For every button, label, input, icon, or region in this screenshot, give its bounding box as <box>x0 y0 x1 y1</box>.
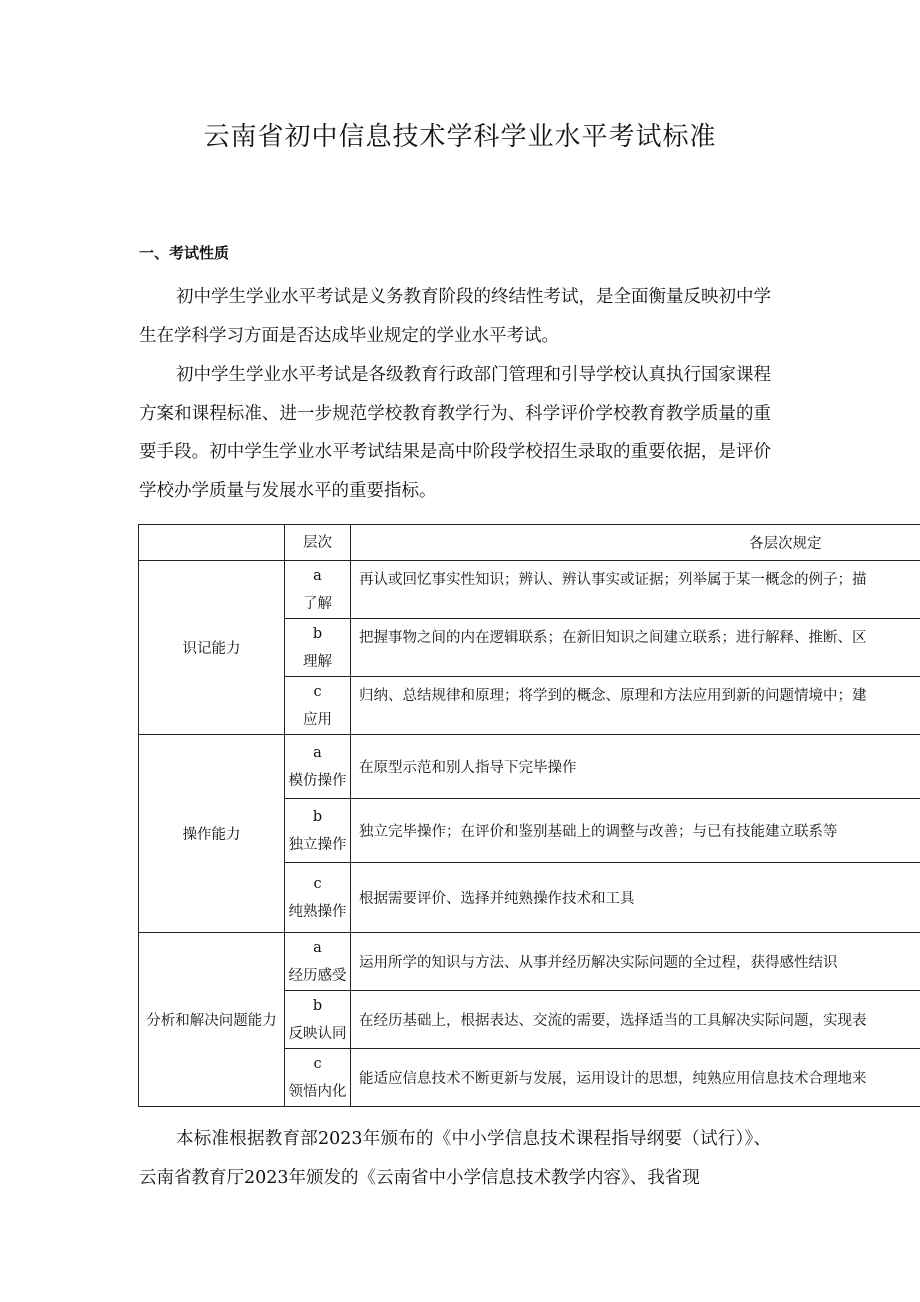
level-letter: c <box>313 1055 322 1072</box>
level-letter: b <box>312 997 323 1014</box>
category-cell: 识记能力 <box>139 561 285 735</box>
level-cell <box>285 863 351 933</box>
level-letter: c <box>313 875 322 892</box>
description-cell: 独立完毕操作；在评价和鉴别基础上的调整与改善；与已有技能建立联系等 <box>351 799 920 863</box>
level-name: 纯熟操作 <box>288 903 347 920</box>
table-row <box>139 933 920 991</box>
level-name: 反映认同 <box>288 1025 347 1042</box>
description-cell: 在原型示范和别人指导下完毕操作 <box>351 735 920 799</box>
level-cell <box>285 1049 351 1107</box>
table-header-row <box>139 525 920 561</box>
level-letter: b <box>312 625 323 642</box>
level-cell <box>285 677 351 735</box>
description-cell: 运用所学的知识与方法、从事并经历解决实际问题的全过程，获得感性结识 <box>351 933 920 991</box>
level-name: 应用 <box>303 711 332 728</box>
document-title: 云南省初中信息技术学科学业水平考试标准 <box>203 122 717 152</box>
level-name: 了解 <box>303 595 332 612</box>
category-cell: 分析和解决问题能力 <box>139 933 285 1107</box>
paragraph: 初中学生学业水平考试是各级教育行政部门管理和引导学校认真执行国家课程方案和课程标准、进一步规范学校教育教学行为、科学评价学校教育教学质量的重要手段。初中学生学业水平考试结果是高中阶段学校招生录取的重要依据，是评价学校办学质量与发展水平的重要指标。 <box>139 365 771 501</box>
level-name: 经历感受 <box>288 967 347 984</box>
description-cell: 把握事物之间的内在逻辑联系；在新旧知识之间建立联系；进行解释、推断、区 <box>351 619 920 677</box>
level-cell <box>285 619 351 677</box>
description-cell: 再认或回忆事实性知识；辨认、辨认事实或证据；列举属于某一概念的例子；描 <box>351 561 920 619</box>
level-cell <box>285 561 351 619</box>
level-name: 独立操作 <box>288 836 347 853</box>
paragraph: 本标准根据教育部2023年颁布的《中小学信息技术课程指导纲要（试行）》、云南省教育厅2023年颁发的《云南省中小学信息技术教学内容》、我省现 <box>139 1129 771 1188</box>
level-cell <box>285 799 351 863</box>
description-cell: 根据需要评价、选择并纯熟操作技术和工具 <box>351 863 920 933</box>
paragraph: 初中学生学业水平考试是义务教育阶段的终结性考试，是全面衡量反映初中学生在学科学习方面是否达成毕业规定的学业水平考试。 <box>139 287 771 346</box>
table-header-cell: 层次 <box>285 525 351 561</box>
table-row <box>139 735 920 799</box>
description-cell: 归纳、总结规律和原理；将学到的概念、原理和方法应用到新的问题情境中；建 <box>351 677 920 735</box>
table-header-cell <box>139 525 285 561</box>
level-name: 理解 <box>303 653 332 670</box>
level-letter: a <box>313 744 322 761</box>
level-name: 领悟内化 <box>288 1083 347 1100</box>
level-cell <box>285 735 351 799</box>
description-cell: 能适应信息技术不断更新与发展，运用设计的思想，纯熟应用信息技术合理地来 <box>351 1049 920 1107</box>
level-letter: a <box>313 939 322 956</box>
table-row <box>139 561 920 619</box>
level-cell <box>285 933 351 991</box>
levels-table-container <box>138 524 920 1116</box>
level-name: 模仿操作 <box>288 772 347 789</box>
category-cell: 操作能力 <box>139 735 285 933</box>
level-letter: b <box>312 808 323 825</box>
level-letter: a <box>313 567 322 584</box>
table-header-cell: 各层次规定 <box>351 525 920 561</box>
description-cell: 在经历基础上，根据表达、交流的需要，选择适当的工具解决实际问题，实现表 <box>351 991 920 1049</box>
section-heading: 一、考试性质 <box>139 244 230 262</box>
levels-table <box>138 524 920 1107</box>
level-letter: c <box>313 683 322 700</box>
level-cell <box>285 991 351 1049</box>
